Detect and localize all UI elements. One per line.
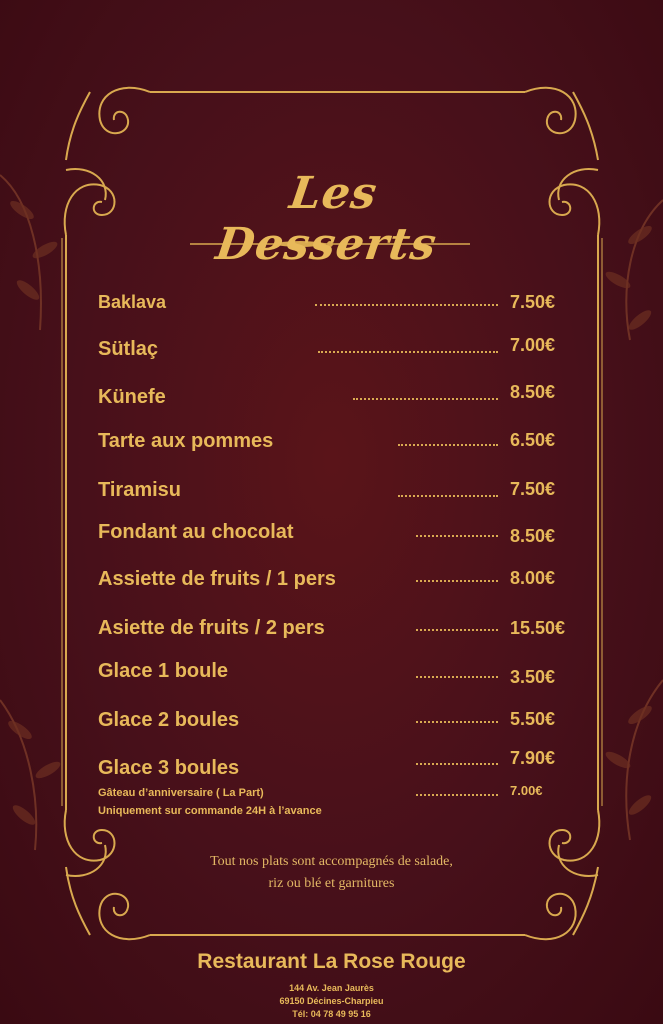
dot-leader xyxy=(318,351,498,353)
item-price: 6.50€ xyxy=(510,430,556,450)
dot-leader xyxy=(398,495,498,497)
item-price: 3.50€ xyxy=(510,667,556,687)
dot-leader xyxy=(416,535,498,537)
item-price: 7.50€ xyxy=(510,479,556,499)
dot-leader xyxy=(416,721,498,723)
item-name: Glace 1 boule xyxy=(98,660,229,682)
footnote-line-1: Tout nos plats sont accompagnés de salade, xyxy=(210,854,453,869)
item-price: 7.00€ xyxy=(510,335,556,355)
item-price: 5.50€ xyxy=(510,709,556,729)
phone-number: Tél: 04 78 49 95 16 xyxy=(292,1009,371,1019)
dot-leader xyxy=(416,629,498,631)
cake-order-note: Uniquement sur commande 24H à l’avance xyxy=(98,805,322,817)
address-line-2: 69150 Décines-Charpieu xyxy=(279,996,384,1006)
cake-name: Gâteau d’anniversaire ( La Part) xyxy=(98,787,264,799)
item-name: Sütlaç xyxy=(98,338,159,360)
dot-leader xyxy=(398,444,498,446)
item-name: Assiette de fruits / 1 pers xyxy=(98,568,336,590)
dot-leader xyxy=(416,763,498,765)
item-price: 8.50€ xyxy=(510,382,556,402)
item-price: 8.00€ xyxy=(510,568,556,588)
dot-leader xyxy=(416,580,498,582)
item-name: Tarte aux pommes xyxy=(98,430,274,452)
item-price: 7.50€ xyxy=(510,292,556,312)
item-price: 15.50€ xyxy=(510,618,566,638)
dot-leader xyxy=(353,398,498,400)
restaurant-name: Restaurant La Rose Rouge xyxy=(197,950,466,973)
item-price: 7.90€ xyxy=(510,748,556,768)
cake-price: 7.00€ xyxy=(510,783,543,798)
item-name: Fondant au chocolat xyxy=(98,521,294,543)
dot-leader xyxy=(315,304,498,306)
item-price: 8.50€ xyxy=(510,526,556,546)
item-name: Tiramisu xyxy=(98,479,181,501)
item-name: Künefe xyxy=(98,386,166,408)
item-name: Glace 2 boules xyxy=(98,709,240,731)
item-name: Baklava xyxy=(98,292,167,312)
address-line-1: 144 Av. Jean Jaurès xyxy=(289,983,374,993)
footnote-line-2: riz ou blé et garnitures xyxy=(268,876,395,891)
menu-title: Les Desserts xyxy=(212,168,440,270)
dot-leader xyxy=(416,676,498,678)
item-name: Glace 3 boules xyxy=(98,757,240,779)
item-name: Asiette de fruits / 2 pers xyxy=(98,617,325,639)
dot-leader xyxy=(416,794,498,796)
